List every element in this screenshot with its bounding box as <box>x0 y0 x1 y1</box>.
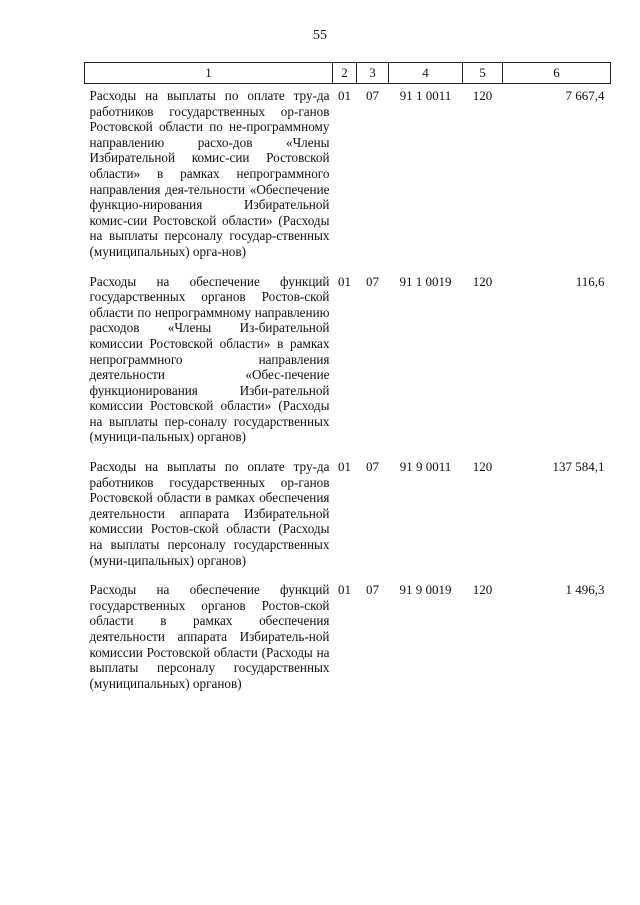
header-col-3: 3 <box>357 63 389 84</box>
page-number: 55 <box>313 28 327 43</box>
table-body <box>85 84 611 702</box>
row-description: Расходы на обеспечение функций государственных органов Ростов-ской области в рамках обеспечения деятельности аппарата Избиратель-ной комиссии Ростовской области (Расходы на выплаты персоналу государственных (муниципальных) органов) <box>89 582 330 691</box>
table-row <box>85 84 611 270</box>
table-header <box>85 63 611 84</box>
row-section-code: 01 <box>338 582 351 598</box>
row-subsection-code: 07 <box>366 582 379 598</box>
row-amount: 1 496,3 <box>565 582 605 598</box>
header-col-4: 4 <box>389 63 463 84</box>
table-row <box>85 455 611 578</box>
header-col-6: 6 <box>503 63 611 84</box>
row-expense-type: 120 <box>472 88 493 103</box>
row-expense-type: 120 <box>472 582 493 598</box>
row-target-article: 91 1 0011 <box>399 88 452 103</box>
row-description: Расходы на выплаты по оплате тру-да работников государственных ор-ганов Ростовской области по не-программному направлению расхо-дов «Члены Избирательной комис-сии Ростовской области» в рамках непрограммного направления дея-тельности «Обеспечение функцио-нирования Избирательной комис-сии Ростовской области» (Расходы на выплаты персоналу государ-ственных (муниципальных) орга-нов) <box>89 88 330 259</box>
row-expense-type: 120 <box>472 273 493 289</box>
row-subsection-code: 07 <box>366 88 379 103</box>
row-amount: 137 584,1 <box>552 459 605 475</box>
budget-table <box>84 62 611 701</box>
row-description: Расходы на выплаты по оплате тру-да работников государственных ор-ганов Ростовской области в рамках обеспечения деятельности аппарата Избирательной комиссии Ростов-ской области (Расходы на выплаты персоналу государственных (муни-ципальных) органов) <box>89 459 330 568</box>
header-col-1: 1 <box>85 63 333 84</box>
row-subsection-code: 07 <box>366 273 379 289</box>
row-target-article: 91 1 0019 <box>399 273 452 289</box>
table-row <box>85 270 611 456</box>
row-target-article: 91 9 0019 <box>399 582 452 598</box>
row-target-article: 91 9 0011 <box>399 459 452 475</box>
row-section-code: 01 <box>338 459 351 475</box>
row-section-code: 01 <box>338 273 351 289</box>
header-col-5: 5 <box>463 63 503 84</box>
row-amount: 7 667,4 <box>565 88 605 103</box>
table-row <box>85 578 611 701</box>
row-subsection-code: 07 <box>366 459 379 475</box>
header-col-2: 2 <box>333 63 357 84</box>
row-section-code: 01 <box>338 88 351 103</box>
row-expense-type: 120 <box>472 459 493 475</box>
row-amount: 116,6 <box>575 273 605 289</box>
header-row <box>85 63 611 84</box>
row-description: Расходы на обеспечение функций государственных органов Ростов-ской области по непрограммному направлению расходов «Члены Из-бирательной комиссии Ростовской области» в рамках непрограммного направления деятельности «Обес-печение функционирования Изби-рательной комиссии Ростовской области» (Расходы на выплаты пер-соналу государственных (муници-пальных) органов) <box>89 273 330 445</box>
